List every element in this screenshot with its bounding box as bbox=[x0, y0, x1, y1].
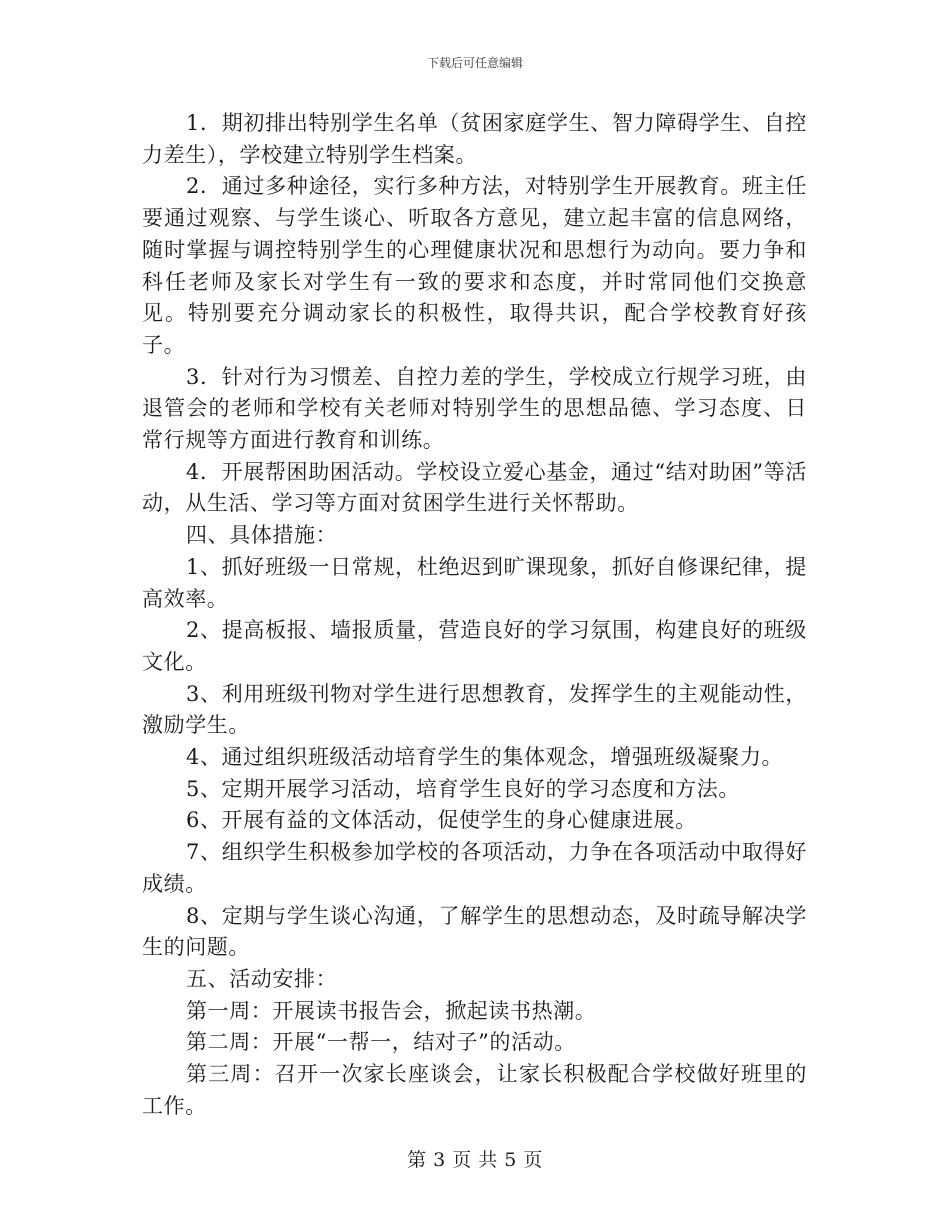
paragraph-4: 4．开展帮困助困活动。学校设立爱心基金，通过“结对助困”等活动，从生活、学习等方面对贫困学生进行关怀帮助。 bbox=[142, 459, 807, 516]
page-number-footer: 第 3 页 共 5 页 bbox=[407, 1149, 543, 1171]
paragraph-3: 3．针对行为习惯差、自控力差的学生，学校成立行规学习班，由退管会的老师和学校有关老师对特别学生的思想品德、学习态度、日常行规等方面进行教育和训练。 bbox=[142, 364, 807, 453]
section-heading-measures: 四、具体措施： bbox=[186, 523, 338, 548]
paragraph-2: 2．通过多种途径，实行多种方法，对特别学生开展教育。班主任要通过观察、与学生谈心、听取各方意见，建立起丰富的信息网络，随时掌握与调控特别学生的心理健康状况和思想行为动向。要力争和科任老师及家长对学生有一致的要求和态度，并时常同他们交换意见。特别要充分调动家长的积极性，取得共识，配合学校教育好孩子。 bbox=[142, 174, 807, 357]
document-body bbox=[142, 108, 807, 1123]
activity-week-3: 第三周：召开一次家长座谈会，让家长积极配合学校做好班里的工作。 bbox=[142, 1062, 807, 1118]
activity-week-2: 第二周：开展“一帮一，结对子”的活动。 bbox=[186, 1030, 576, 1055]
measure-3: 3、利用班级刊物对学生进行思想教育，发挥学生的主观能动性，激励学生。 bbox=[142, 681, 807, 738]
paragraph-1: 1．期初排出特别学生名单（贫困家庭学生、智力障碍学生、自控力差生），学校建立特别学生档案。 bbox=[142, 111, 807, 167]
section-heading-activities: 五、活动安排： bbox=[186, 966, 338, 991]
measure-5: 5、定期开展学习活动，培育学生良好的学习态度和方法。 bbox=[186, 776, 740, 801]
measure-8: 8、定期与学生谈心沟通，了解学生的思想动态，及时疏导解决学生的问题。 bbox=[142, 903, 807, 960]
measure-7: 7、组织学生积极参加学校的各项活动，力争在各项活动中取得好成绩。 bbox=[142, 840, 807, 896]
measure-4: 4、通过组织班级活动培育学生的集体观念，增强班级凝聚力。 bbox=[186, 745, 784, 770]
measure-2: 2、提高板报、墙报质量，营造良好的学习氛围，构建良好的班级文化。 bbox=[142, 618, 807, 674]
measure-1: 1、抓好班级一日常规，杜绝迟到旷课现象，抓好自修课纪律，提高效率。 bbox=[142, 554, 807, 611]
activity-week-1: 第一周：开展读书报告会，掀起读书热潮。 bbox=[186, 998, 597, 1023]
page-header: 下载后可任意编辑 bbox=[426, 56, 523, 70]
measure-6: 6、开展有益的文体活动，促使学生的身心健康进展。 bbox=[186, 808, 697, 833]
